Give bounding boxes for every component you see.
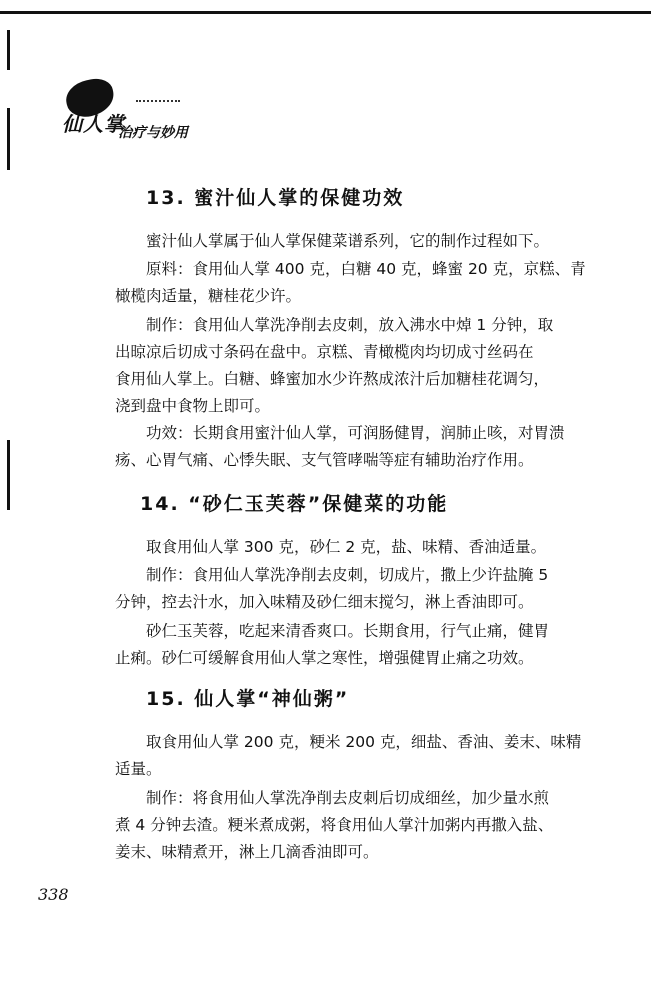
text-line: 制作：将食用仙人掌洗净削去皮刺后切成细丝，加少量水煎	[115, 789, 550, 807]
logo-title: 仙人掌	[62, 112, 125, 136]
text-line: 食用仙人掌上。白糖、蜂蜜加水少许熬成浓汁后加糖桂花调匀，	[115, 370, 550, 388]
book-header-logo	[44, 78, 264, 148]
margin-mark	[7, 30, 10, 70]
paragraph	[115, 228, 591, 255]
page-number: 338	[38, 885, 69, 904]
text-line: 制作：食用仙人掌洗净削去皮刺，切成片，撒上少许盐腌 5	[115, 566, 549, 584]
text-line: 橄榄肉适量，糖桂花少许。	[115, 287, 302, 305]
text-line: 适量。	[115, 760, 162, 778]
paragraph	[115, 785, 591, 866]
paragraph	[115, 534, 591, 561]
text-line: 出晾凉后切成寸条码在盘中。京糕、青橄榄肉均切成寸丝码在	[115, 343, 534, 361]
text-line: 分钟，控去汁水，加入味精及砂仁细末搅匀，淋上香油即可。	[115, 593, 534, 611]
margin-mark	[7, 440, 10, 510]
text-line: 取食用仙人掌 200 克，粳米 200 克，细盐、香油、姜末、味精	[115, 733, 582, 751]
text-line: 原料：食用仙人掌 400 克，白糖 40 克，蜂蜜 20 克，京糕、青	[115, 260, 586, 278]
paragraph	[115, 562, 591, 616]
paragraph	[115, 420, 591, 474]
section-heading: 13. 蜜汁仙人掌的保健功效	[146, 187, 405, 209]
text-line: 止痢。砂仁可缓解食用仙人掌之寒性，增强健胃止痛之功效。	[115, 649, 534, 667]
text-line: 姜末、味精煮开，淋上几滴香油即可。	[115, 843, 379, 861]
margin-mark	[7, 108, 10, 170]
text-line: 制作：食用仙人掌洗净削去皮刺，放入沸水中焯 1 分钟，取	[115, 316, 554, 334]
top-rule	[0, 11, 651, 14]
paragraph	[115, 312, 591, 420]
paragraph	[115, 256, 591, 310]
text-line: 煮 4 分钟去渣。粳米煮成粥，将食用仙人掌汁加粥内再撒入盐、	[115, 816, 554, 834]
paragraph	[115, 729, 591, 783]
paragraph	[115, 618, 591, 672]
text-line: 功效：长期食用蜜汁仙人掌，可润肠健胃，润肺止咳，对胃溃	[115, 424, 565, 442]
text-line: 疡、心胃气痛、心悸失眠、支气管哮喘等症有辅助治疗作用。	[115, 451, 534, 469]
text-line: 浇到盘中食物上即可。	[115, 397, 271, 415]
text-line: 取食用仙人掌 300 克，砂仁 2 克，盐、味精、香油适量。	[115, 538, 547, 556]
logo-dots	[136, 100, 180, 104]
text-line: 砂仁玉芙蓉，吃起来清香爽口。长期食用，行气止痛，健胃	[115, 622, 550, 640]
section-heading: 15. 仙人掌“神仙粥”	[146, 688, 350, 710]
section-heading: 14. “砂仁玉芙蓉”保健菜的功能	[140, 493, 449, 515]
logo-subtitle: 治疗与妙用	[118, 125, 188, 141]
text-line: 蜜汁仙人掌属于仙人掌保健菜谱系列，它的制作过程如下。	[115, 232, 550, 250]
